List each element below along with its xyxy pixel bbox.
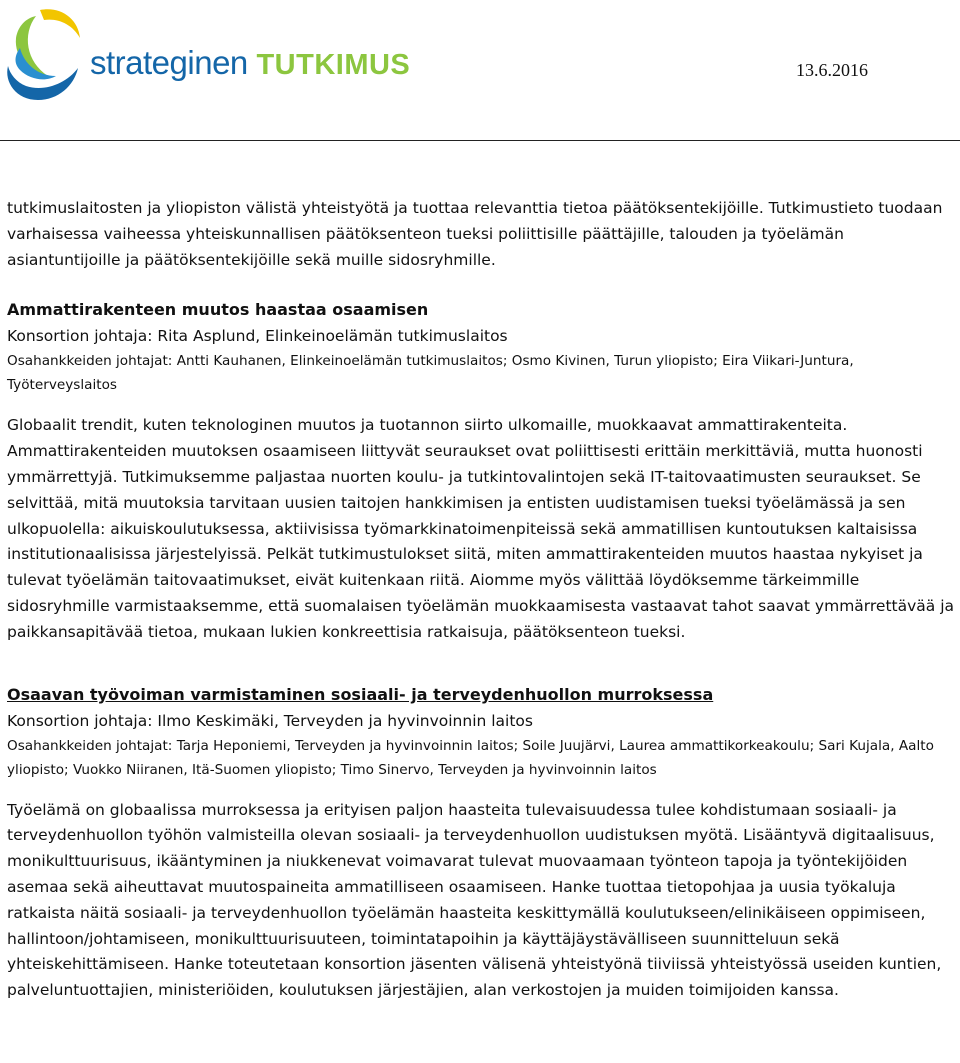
logo-text-sub: TUTKIMUS [256,49,411,81]
logo-text-main: strateginen [90,44,248,81]
project-2-title: Osaavan työvoiman varmistaminen sosiaali- ja terveydenhuollon murroksessa [7,684,714,704]
project-1-title: Ammattirakenteen muutos haastaa osaamisen [7,300,429,320]
project-2-sub-leaders: Osahankkeiden johtajat: Tarja Heponiemi, Terveyden ja hyvinvoinnin laitos; Soile Juujärvi, Laurea ammattikorkeakoulu; Sari Kujala, Aalto yliopisto; Vuokko Niiranen, Itä-Suomen yliopisto; Timo Sinervo, Terveyden ja hyvinvoinnin laitos [7,737,934,778]
strateginen-tutkimus-logo [0,4,411,104]
header-divider [0,140,960,141]
logo-mark-icon [0,4,90,104]
project-2-leader: Konsortion johtaja: Ilmo Keskimäki, Terveyden ja hyvinvoinnin laitos [7,711,533,730]
document-date: 13.6.2016 [796,60,868,80]
project-2-body: Työelämä on globaalissa murroksessa ja erityisen paljon haasteita tulevaisuudessa tulee kohdistumaan sosiaali- ja terveydenhuollon työhön valmisteilla olevan sosiaali- ja terveydenhuollon uudistuksen myötä. Lisääntyvä digitaalisuus, monikulttuurisuus, ikääntyminen ja niukkenevat voimavarat tulevat muovaamaan työnteon tapoja ja työntekijöiden asemaa sekä aiheuttavat muutospaineita ammatilliseen osaamiseen. Hanke tuottaa tietopohjaa ja uusia työkaluja ratkaista näitä sosiaali- ja terveydenhuollon työelämän haasteita keskittymällä koulutukseen/elinikäiseen oppimiseen, hallintoon/johtamiseen, monikulttuurisuuteen, toimintatapoihin ja käyttäjäystävälliseen suunnitteluun sekä yhteiskehittämiseen. Hanke toteutetaan konsortion jäsenten välisenä yhteistyönä tiiviissä yhteistyössä useiden kuntien, palveluntuottajien, ministeriöiden, koulutuksen järjestäjien, alan verkostojen ja muiden toimijoiden kanssa. [7,800,942,1000]
document-body [7,196,955,1004]
project-section-1 [7,297,955,645]
project-1-body: Globaalit trendit, kuten teknologinen muutos ja tuotannon siirto ulkomaille, muokkaavat ammattirakenteita. Ammattirakenteiden muutoksen osaamiseen liittyvät seuraukset ovat poliittisesti erittäin merkittäviä, mutta huonosti ymmärrettyjä. Tutkimuksemme paljastaa nuorten koulu- ja tutkintovalintojen sekä IT-taitovaatimusten seuraukset. Se selvittää, mitä muutoksia tarvitaan uusien taitojen hankkimisen ja entisten uudistamisen tueksi työelämässä ja sen ulkopuolella: aikuiskoulutuksessa, aktiivisissa työmarkkinatoimenpiteissä sekä ammatillisen kuntoutuksen kaltaisissa institutionaalisissa järjestelyissä. Pelkät tutkimustulokset siitä, miten ammattirakenteiden muutos haastaa nykyiset ja tulevat työelämän taitovaatimukset, eivät kuitenkaan riitä. Aiomme myös välittää löydöksemme tärkeimmille sidosryhmille varmistaaksemme, että suomalaisen työelämän muokkaamisesta vastaavat tahot saavat ymmärrettävää ja paikkansapitävää tietoa, mukaan lukien konkreettisia ratkaisuja, päätöksenteon tueksi. [7,416,955,641]
intro-paragraph: tutkimuslaitosten ja yliopiston välistä yhteistyötä ja tuottaa relevanttia tietoa päätöksentekijöille. Tutkimustieto tuodaan varhaisessa vaiheessa yhteiskunnallisen päätöksenteon tueksi poliittisille päättäjille, talouden ja työelämän asiantuntijoille ja päätöksentekijöille sekä muille sidosryhmille. [7,199,943,269]
project-section-2 [7,682,955,1004]
project-1-leader: Konsortion johtaja: Rita Asplund, Elinkeinoelämän tutkimuslaitos [7,327,508,346]
project-1-sub-leaders: Osahankkeiden johtajat: Antti Kauhanen, Elinkeinoelämän tutkimuslaitos; Osmo Kivinen, Turun yliopisto; Eira Viikari-Juntura, Työterveyslaitos [7,353,854,394]
